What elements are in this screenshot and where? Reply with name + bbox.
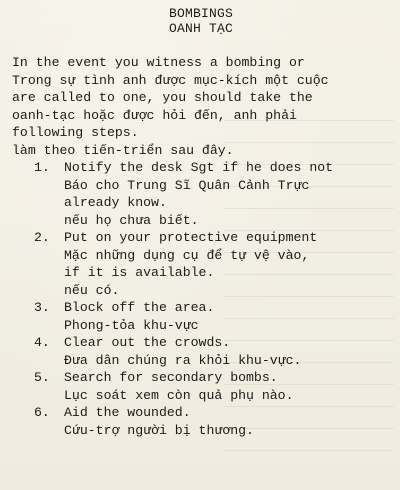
step-item bbox=[12, 334, 390, 369]
step-number: 6. bbox=[34, 405, 50, 420]
title-english: BOMBINGS bbox=[168, 6, 233, 21]
step-line: already know. bbox=[64, 195, 167, 210]
step-line: Aid the wounded. bbox=[64, 405, 191, 420]
step-line: Block off the area. bbox=[64, 300, 215, 315]
intro-line: làm theo tiến-triển sau đây. bbox=[12, 142, 234, 158]
step-number: 4. bbox=[34, 335, 50, 350]
step-line: Mặc những dụng cụ để tự vệ vào, bbox=[64, 247, 310, 263]
step-line: nếu có. bbox=[64, 282, 120, 298]
step-line: Cứu-trợ người bị thương. bbox=[64, 422, 254, 438]
step-line: nếu họ chưa biết. bbox=[64, 212, 199, 228]
step-line: Notify the desk Sgt if he does not bbox=[64, 160, 334, 175]
step-line: Đưa dân chúng ra khỏi khu-vực. bbox=[64, 352, 302, 368]
intro-line: following steps. bbox=[12, 125, 139, 140]
step-line: Phong-tỏa khu-vực bbox=[64, 317, 199, 333]
steps-list bbox=[12, 159, 390, 439]
title-vietnamese: OANH TẠC bbox=[168, 21, 233, 36]
step-item bbox=[12, 229, 390, 299]
intro-paragraph bbox=[12, 54, 390, 159]
title-block bbox=[12, 6, 390, 36]
step-line: Lục soát xem còn quả phụ nào. bbox=[64, 387, 294, 403]
step-item bbox=[12, 404, 390, 439]
step-item bbox=[12, 299, 390, 334]
step-number: 2. bbox=[34, 230, 50, 245]
step-number: 1. bbox=[34, 160, 50, 175]
step-line: if it is available. bbox=[64, 265, 215, 280]
step-line: Put on your protective equipment bbox=[64, 230, 318, 245]
step-line: Clear out the crowds. bbox=[64, 335, 231, 350]
step-number: 3. bbox=[34, 300, 50, 315]
step-item bbox=[12, 369, 390, 404]
intro-line: oanh-tạc hoặc được hỏi đến, anh phải bbox=[12, 107, 297, 123]
step-line: Báo cho Trung Sĩ Quân Cảnh Trực bbox=[64, 177, 310, 193]
intro-line: Trong sự tình anh được mục-kích một cuộc bbox=[12, 72, 329, 88]
intro-line: are called to one, you should take the bbox=[12, 90, 313, 105]
step-item bbox=[12, 159, 390, 229]
step-number: 5. bbox=[34, 370, 50, 385]
intro-line: In the event you witness a bombing or bbox=[12, 55, 305, 70]
step-line: Search for secondary bombs. bbox=[64, 370, 278, 385]
